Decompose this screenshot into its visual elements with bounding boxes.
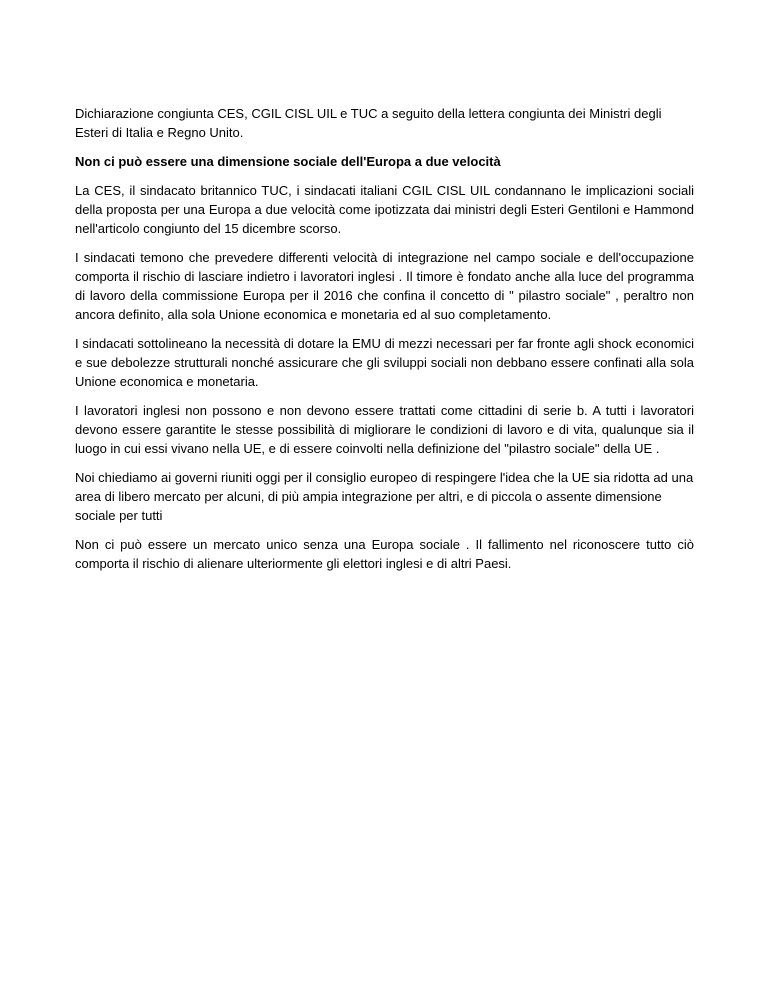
paragraph: I lavoratori inglesi non possono e non devono essere trattati come cittadini di serie b. A tutti i lavoratori devono essere garantite le stesse possibilità di migliorare le condizioni di lavoro e di vita, qualunque sia il luogo in cui essi vivano nella UE, e di essere coinvolti nella definizione del "pilastro sociale" della UE . (75, 403, 694, 456)
paragraph: I sindacati temono che prevedere differenti velocità di integrazione nel campo sociale e dell'occupazione comporta il rischio di lasciare indietro i lavoratori inglesi . Il timore è fondato anche alla luce del programma di lavoro della commissione Europa per il 2016 che confina il concetto di " pilastro sociale" , peraltro non ancora definito, alla sola Unione economica e monetaria ed al suo completamento. (75, 250, 694, 322)
paragraph: La CES, il sindacato britannico TUC, i sindacati italiani CGIL CISL UIL condannano le implicazioni sociali della proposta per una Europa a due velocità come ipotizzata dai ministri degli Esteri Gentiloni e Hammond nell'articolo congiunto del 15 dicembre scorso. (75, 183, 694, 236)
paragraph: I sindacati sottolineano la necessità di dotare la EMU di mezzi necessari per far fronte agli shock economici e sue debolezze strutturali nonché assicurare che gli sviluppi sociali non debbano essere confinati alla sola Unione economica e monetaria. (75, 336, 694, 389)
document-body (75, 104, 694, 583)
paragraph: Noi chiediamo ai governi riuniti oggi per il consiglio europeo di respingere l'idea che la UE sia ridotta ad una area di libero mercato per alcuni, di più ampia integrazione per altri, e di piccola o assente dimensione sociale per tutti (75, 470, 694, 523)
intro-paragraph: Dichiarazione congiunta CES, CGIL CISL UIL e TUC a seguito della lettera congiunta dei Ministri degli Esteri di Italia e Regno Unito. (75, 106, 662, 140)
document-title: Non ci può essere una dimensione sociale dell'Europa a due velocità (75, 154, 501, 169)
paragraph: Non ci può essere un mercato unico senza una Europa sociale . Il fallimento nel riconoscere tutto ciò comporta il rischio di alienare ulteriormente gli elettori inglesi e di altri Paesi. (75, 537, 694, 571)
